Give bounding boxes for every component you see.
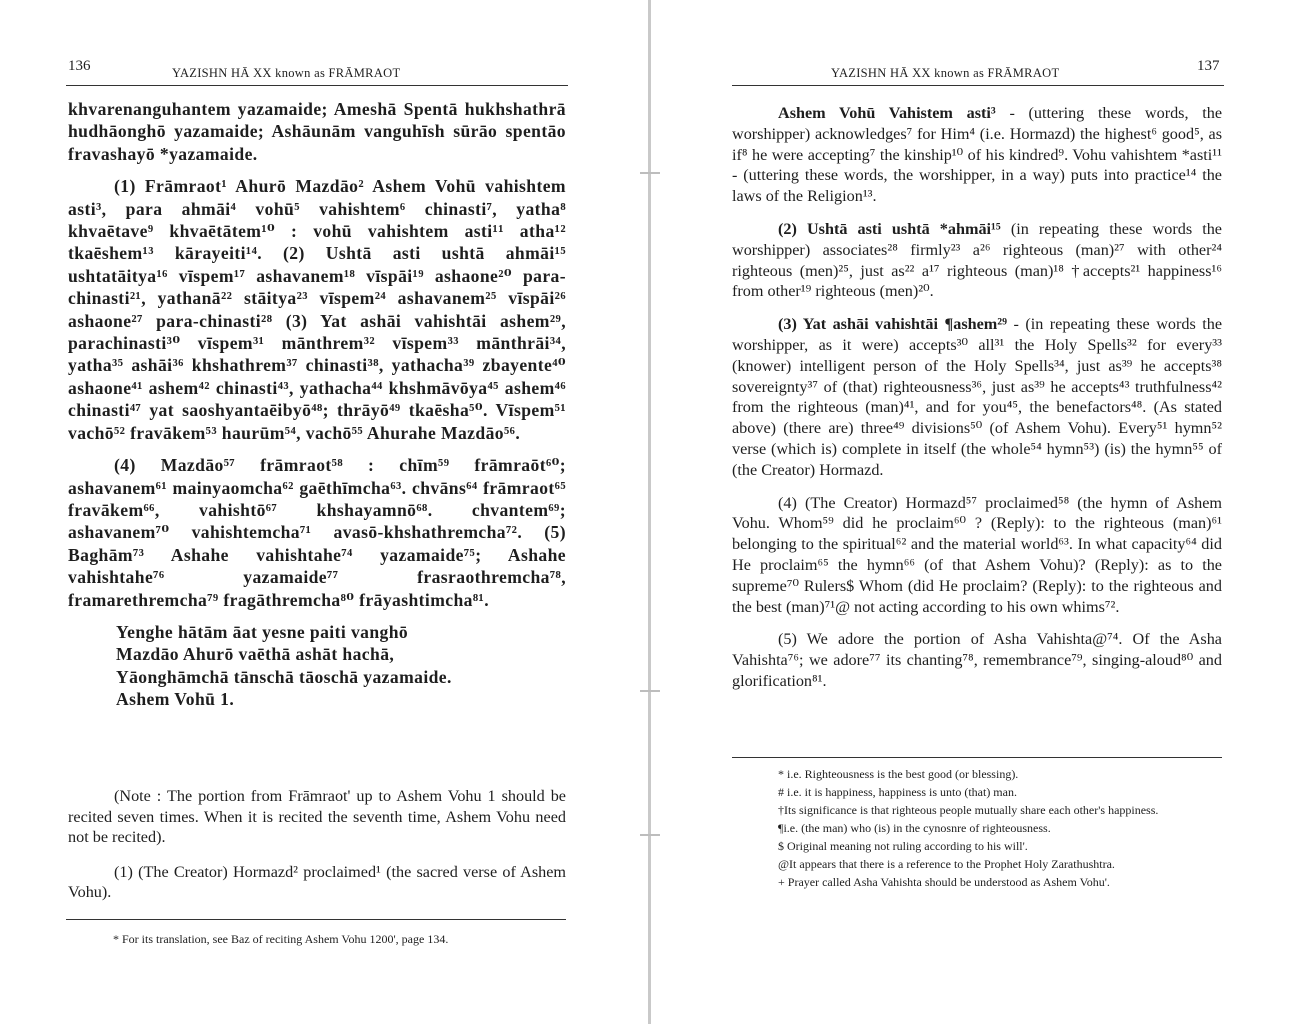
header-rule (66, 85, 568, 86)
footnote-rule (66, 919, 566, 920)
footnote-rule (732, 757, 1222, 758)
note-translation: (1) (The Creator) Hormazd² proclaimed¹ (the sacred verse of Ashem Vohu). (68, 862, 566, 902)
binding-mark (640, 690, 660, 692)
footnote: + Prayer called Asha Vahishta should be understood as Ashem Vohu'. (778, 875, 1110, 889)
verse-line: Yenghe hātām āat yesne paiti vanghō (116, 621, 409, 642)
header-rule (732, 85, 1224, 86)
footnote: @It appears that there is a reference to the Prophet Holy Zarathushtra. (778, 857, 1115, 871)
paragraph-lead: (2) Ushtā asti ushtā *ahmāi¹⁵ (778, 219, 1001, 238)
running-head: YAZISHN HĀ XX known as FRĀMRAOT (831, 66, 1060, 80)
verse-line: Mazdāo Ahurō vaēthā ashāt hachā, (116, 644, 395, 665)
transliteration-paragraph: (4) Mazdāo⁵⁷ frāmraot⁵⁸ : chīm⁵⁹ frāmraōt⁶⁰; ashavanem⁶¹ mainyaomcha⁶² gaēthīmcha⁶³. chvāns⁶⁴ frāmraot⁶⁵ fravākem⁶⁶, vahishtō⁶⁷ khshayamnō⁶⁸. chvantem⁶⁹; ashavanem⁷⁰ vahishtemcha⁷¹ avasō-khshathremcha⁷². (5) Baghām⁷³ Ashahe vahishtahe⁷⁴ yazamaide⁷⁵; Ashahe vahishtahe⁷⁶ yazamaide⁷⁷ frasraothremcha⁷⁸, framarethremcha⁷⁹ fragāthremcha⁸⁰ frāyashtimcha⁸¹. (68, 455, 566, 610)
recitation-note (68, 786, 566, 917)
footnotes (732, 765, 1222, 891)
running-head: YAZISHN HĀ XX known as FRĀMRAOT (172, 66, 401, 80)
paragraph-body: (in repeating these words the worshipper) associates²⁸ firmly²³ a²⁶ righteous (man)²⁷ with other²⁴ righteous (men)²⁵, just as²² a¹⁷ righteous (man)¹⁸ †accepts²¹ happiness¹⁶ from other¹⁹ righteous (men)²⁰. (732, 219, 1222, 301)
paragraph-body: - (in repeating these words the worshipper, as it were) accepts³⁰ all³¹ the Holy Spells³² for every³³ (knower) intelligent person of the Holy Spells³⁴, just as³⁹ he accepts³⁸ sovereignty³⁷ of (that) righteousness³⁶, just as³⁹ he accepts⁴³ truthfulness⁴² from the righteous (man)⁴¹, and for you⁴⁵, the benefactors⁴⁸. (As stated above) (there are) three⁴⁹ divisions⁵⁰ (of Ashem Vohu). Every⁵¹ hymn⁵² verse (which is) complete in itself (the whole⁵⁴ hymn⁵³) (is) the hymn⁵⁵ of (the Creator) Hormazd. (732, 315, 1223, 479)
left-page (0, 0, 640, 1024)
translation-paragraph (732, 314, 1222, 480)
book-spine (648, 0, 651, 1024)
transliteration-paragraph: khvarenanguhantem yazamaide; Ameshā Spentā hukhshathrā hudhāonghō yazamaide; Ashāunām vanguhīsh sūrāo spentāo fravashayō *yazamaide. (68, 99, 566, 164)
footnote: # i.e. it is happiness, happiness is unto (that) man. (778, 785, 1017, 799)
binding-mark (640, 172, 660, 174)
verse-line: Ashem Vohū 1. (116, 689, 235, 710)
translation-paragraph (732, 219, 1222, 302)
binding-mark (640, 834, 660, 836)
page-number: 136 (68, 58, 91, 74)
paragraph-body: (5) We adore the portion of Asha Vahishta@⁷⁴. Of the Asha Vahishta⁷⁶; we adore⁷⁷ its chanting⁷⁸, remembrance⁷⁹, singing-aloud⁸⁰ and glorification⁸¹. (732, 630, 1222, 690)
footnote: * i.e. Righteousness is the best good (or blessing). (778, 767, 1019, 781)
page-number: 137 (1197, 58, 1220, 74)
right-page (660, 0, 1311, 1024)
note-paragraph: (Note : The portion from Frāmraot' up to Ashem Vohu 1 should be recited seven times. When it is recited the seventh time, Ashem Vohu need not be recited). (68, 787, 566, 847)
translation-text (732, 103, 1222, 704)
verse-block (116, 621, 566, 711)
footnote: ¶i.e. (the man) who (is) in the cynosnre of righteousness. (778, 821, 1051, 835)
paragraph-lead: Ashem Vohū Vahistem asti³ (778, 104, 996, 122)
footnote: $ Original meaning not ruling according to his will'. (778, 839, 1028, 853)
translation-paragraph (732, 629, 1222, 691)
transliteration-paragraph: (1) Frāmraot¹ Ahurō Mazdāo² Ashem Vohū vahishtem asti³, para ahmāi⁴ vohū⁵ vahishtem⁶ chinasti⁷, yatha⁸ khvaētave⁹ khvaētātem¹⁰ : vohū vahishtem asti¹¹ atha¹² tkaēshem¹³ kārayeiti¹⁴. (2) Ushtā asti ushtā ahmāi¹⁵ ushtatāitya¹⁶ vīspem¹⁷ ashavanem¹⁸ vīspāi¹⁹ ashaone²⁰ para-chinasti²¹, yathanā²² stāitya²³ vīspem²⁴ ashavanem²⁵ vīspāi²⁶ ashaone²⁷ para-chinasti²⁸ (3) Yat ashāi vahishtāi ashem²⁹, parachinasti³⁰ vīspem³¹ mānthrem³² vīspem³³ mānthrāi³⁴, yatha³⁵ ashāi³⁶ khshathrem³⁷ chinasti³⁸, yathacha³⁹ zbayente⁴⁰ ashaone⁴¹ ashem⁴² chinasti⁴³, yathacha⁴⁴ khshmāvōya⁴⁵ ashem⁴⁶ chinasti⁴⁷ yat saoshyantaēibyō⁴⁸; thrāyō⁴⁹ tkaēsha⁵⁰. Vīspem⁵¹ vachō⁵² fravākem⁵³ haurūm⁵⁴, vachō⁵⁵ Ahurahe Mazdāo⁵⁶. (68, 176, 566, 443)
paragraph-lead: (3) Yat ashāi vahishtāi ¶ashem²⁹ (778, 315, 1007, 334)
verse-line: Yāonghāmchā tānschā tāoschā yazamaide. (116, 666, 452, 687)
translation-paragraph (732, 493, 1222, 618)
paragraph-body: - (uttering these words, the worshipper) acknowledges⁷ for Him⁴ (i.e. Hormazd) the highest⁶ good⁵, as if⁸ he were accepting⁷ the kinship¹⁰ of his kindred⁹. Vohu vahishtem *asti¹¹ - (uttering these words, the worshipper, in a way) puts into practice¹⁴ the laws of the Religion¹³. (732, 104, 1222, 206)
translation-paragraph (732, 103, 1222, 207)
avestan-transliteration (68, 98, 566, 721)
footnote: * For its translation, see Baz of reciting Ashem Vohu 1200', page 134. (113, 932, 449, 946)
footnote: †Its significance is that righteous people mutually share each other's happiness. (778, 803, 1159, 817)
paragraph-body: (4) (The Creator) Hormazd⁵⁷ proclaimed⁵⁸ (the hymn of Ashem Vohu. Whom⁵⁹ did he proclaim⁶⁰ ? (Reply): to the righteous (man)⁶¹ belonging to the spiritual⁶² and the material world⁶³. In what capacity⁶⁴ did He proclaim⁶⁵ the hymn⁶⁶ (of that Ashem Vohu)? (Reply): as to the supreme⁷⁰ Rulers$ Whom (did He proclaim? (Reply): to the righteous and the best (man)⁷¹@ not acting according to his own whims⁷². (732, 493, 1222, 616)
